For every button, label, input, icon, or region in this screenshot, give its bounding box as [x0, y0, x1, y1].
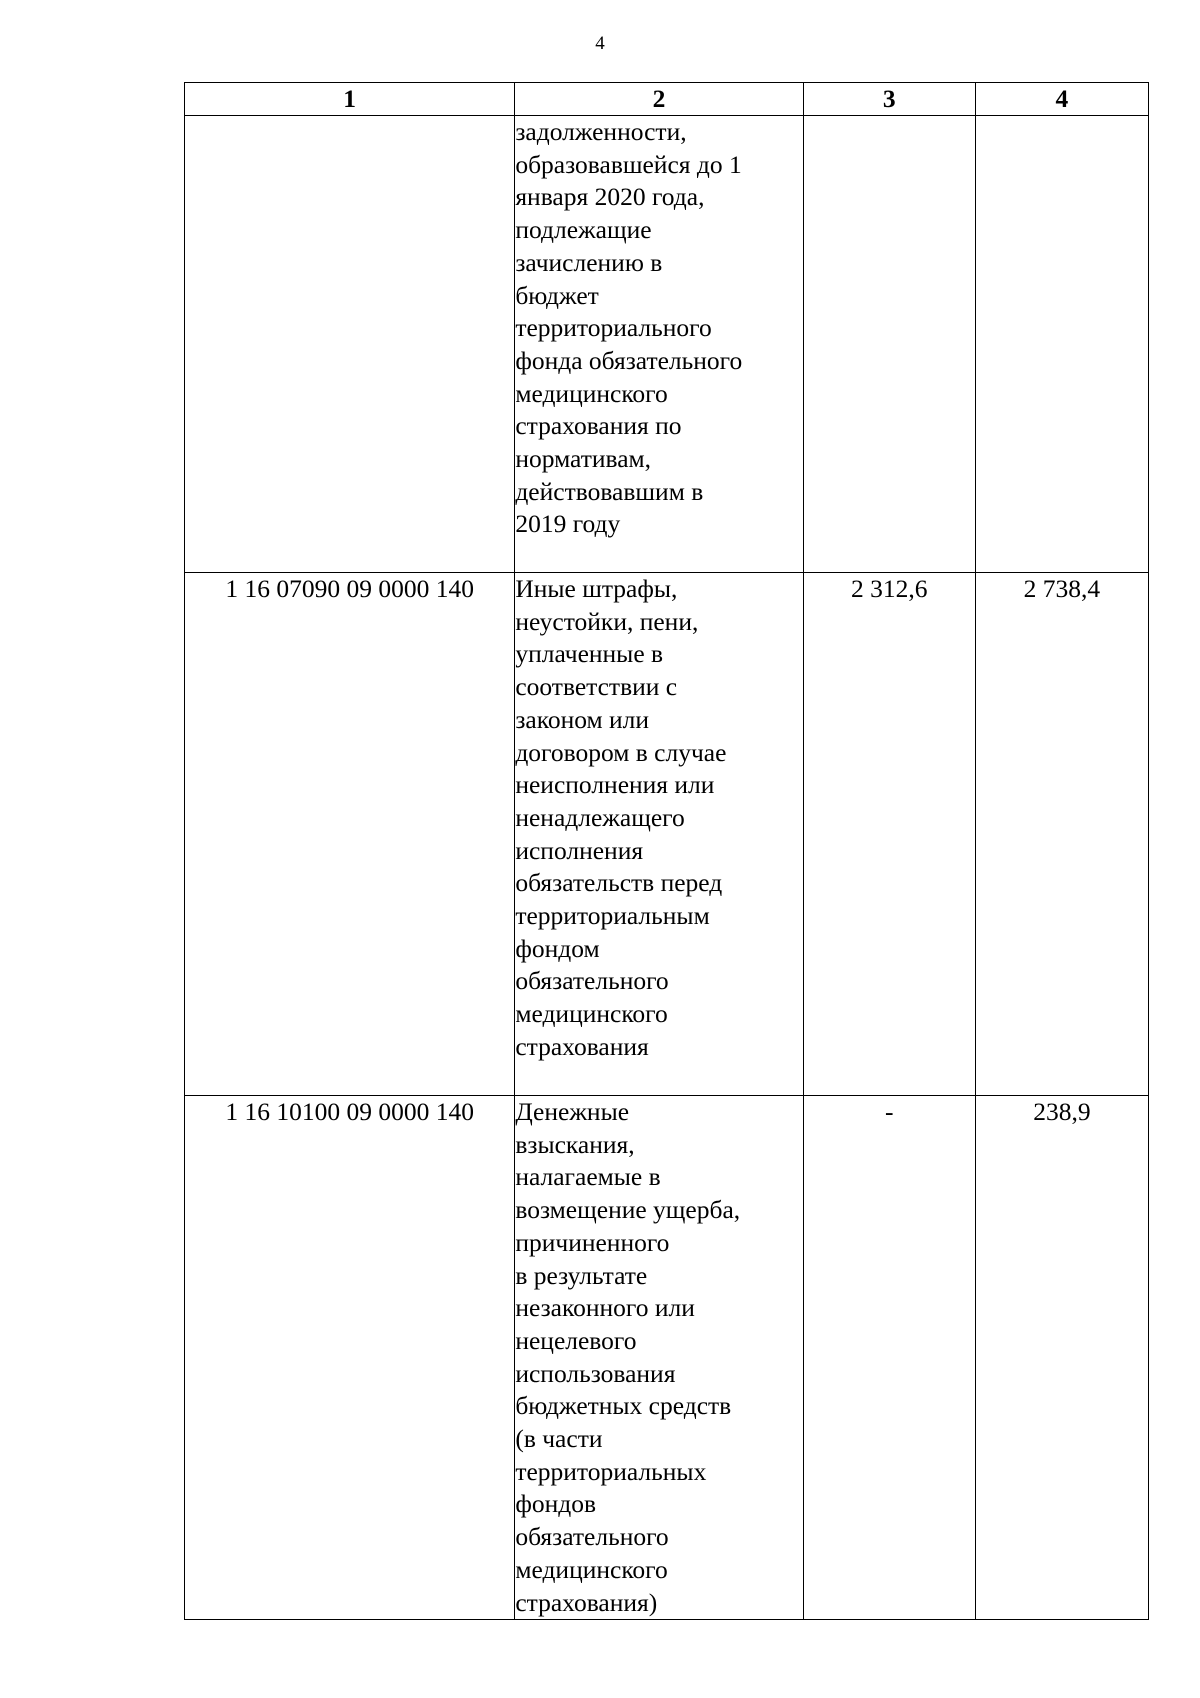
row-value-col4 [975, 116, 1148, 573]
row-code-cell: 1 16 07090 09 0000 140 [185, 573, 515, 1096]
header-col-4: 4 [975, 83, 1148, 116]
row-value-col3: 2 312,6 [803, 573, 975, 1096]
budget-income-table [184, 82, 1149, 1620]
table-row [185, 573, 1149, 1096]
header-col-1: 1 [185, 83, 515, 116]
table-row [185, 1096, 1149, 1620]
table-header-row [185, 83, 1149, 116]
table-row [185, 116, 1149, 573]
row-code-cell [185, 116, 515, 573]
row-name-cell: задолженности, образовавшейся до 1 января 2020 года, подлежащие зачислению в бюджет территориального фонда обязательного медицинского страхования по нормативам, действовавшим в 2019 году [515, 116, 803, 573]
row-name-cell: Денежные взыскания, налагаемые в возмещение ущерба, причиненного в результате незаконного или нецелевого использования бюджетных средств (в части территориальных фондов обязательного медицинского страхования) [515, 1096, 803, 1620]
row-value-col3 [803, 116, 975, 573]
row-code-cell: 1 16 10100 09 0000 140 [185, 1096, 515, 1620]
header-col-2: 2 [515, 83, 803, 116]
row-value-col4: 2 738,4 [975, 573, 1148, 1096]
header-col-3: 3 [803, 83, 975, 116]
page-number: 4 [595, 33, 605, 54]
row-name-cell: Иные штрафы, неустойки, пени, уплаченные в соответствии с законом или договором в случае неисполнения или ненадлежащего исполнения обязательств перед территориальным фондом обязательного медицинского страхования [515, 573, 803, 1096]
row-value-col4: 238,9 [975, 1096, 1148, 1620]
row-value-col3: - [803, 1096, 975, 1620]
